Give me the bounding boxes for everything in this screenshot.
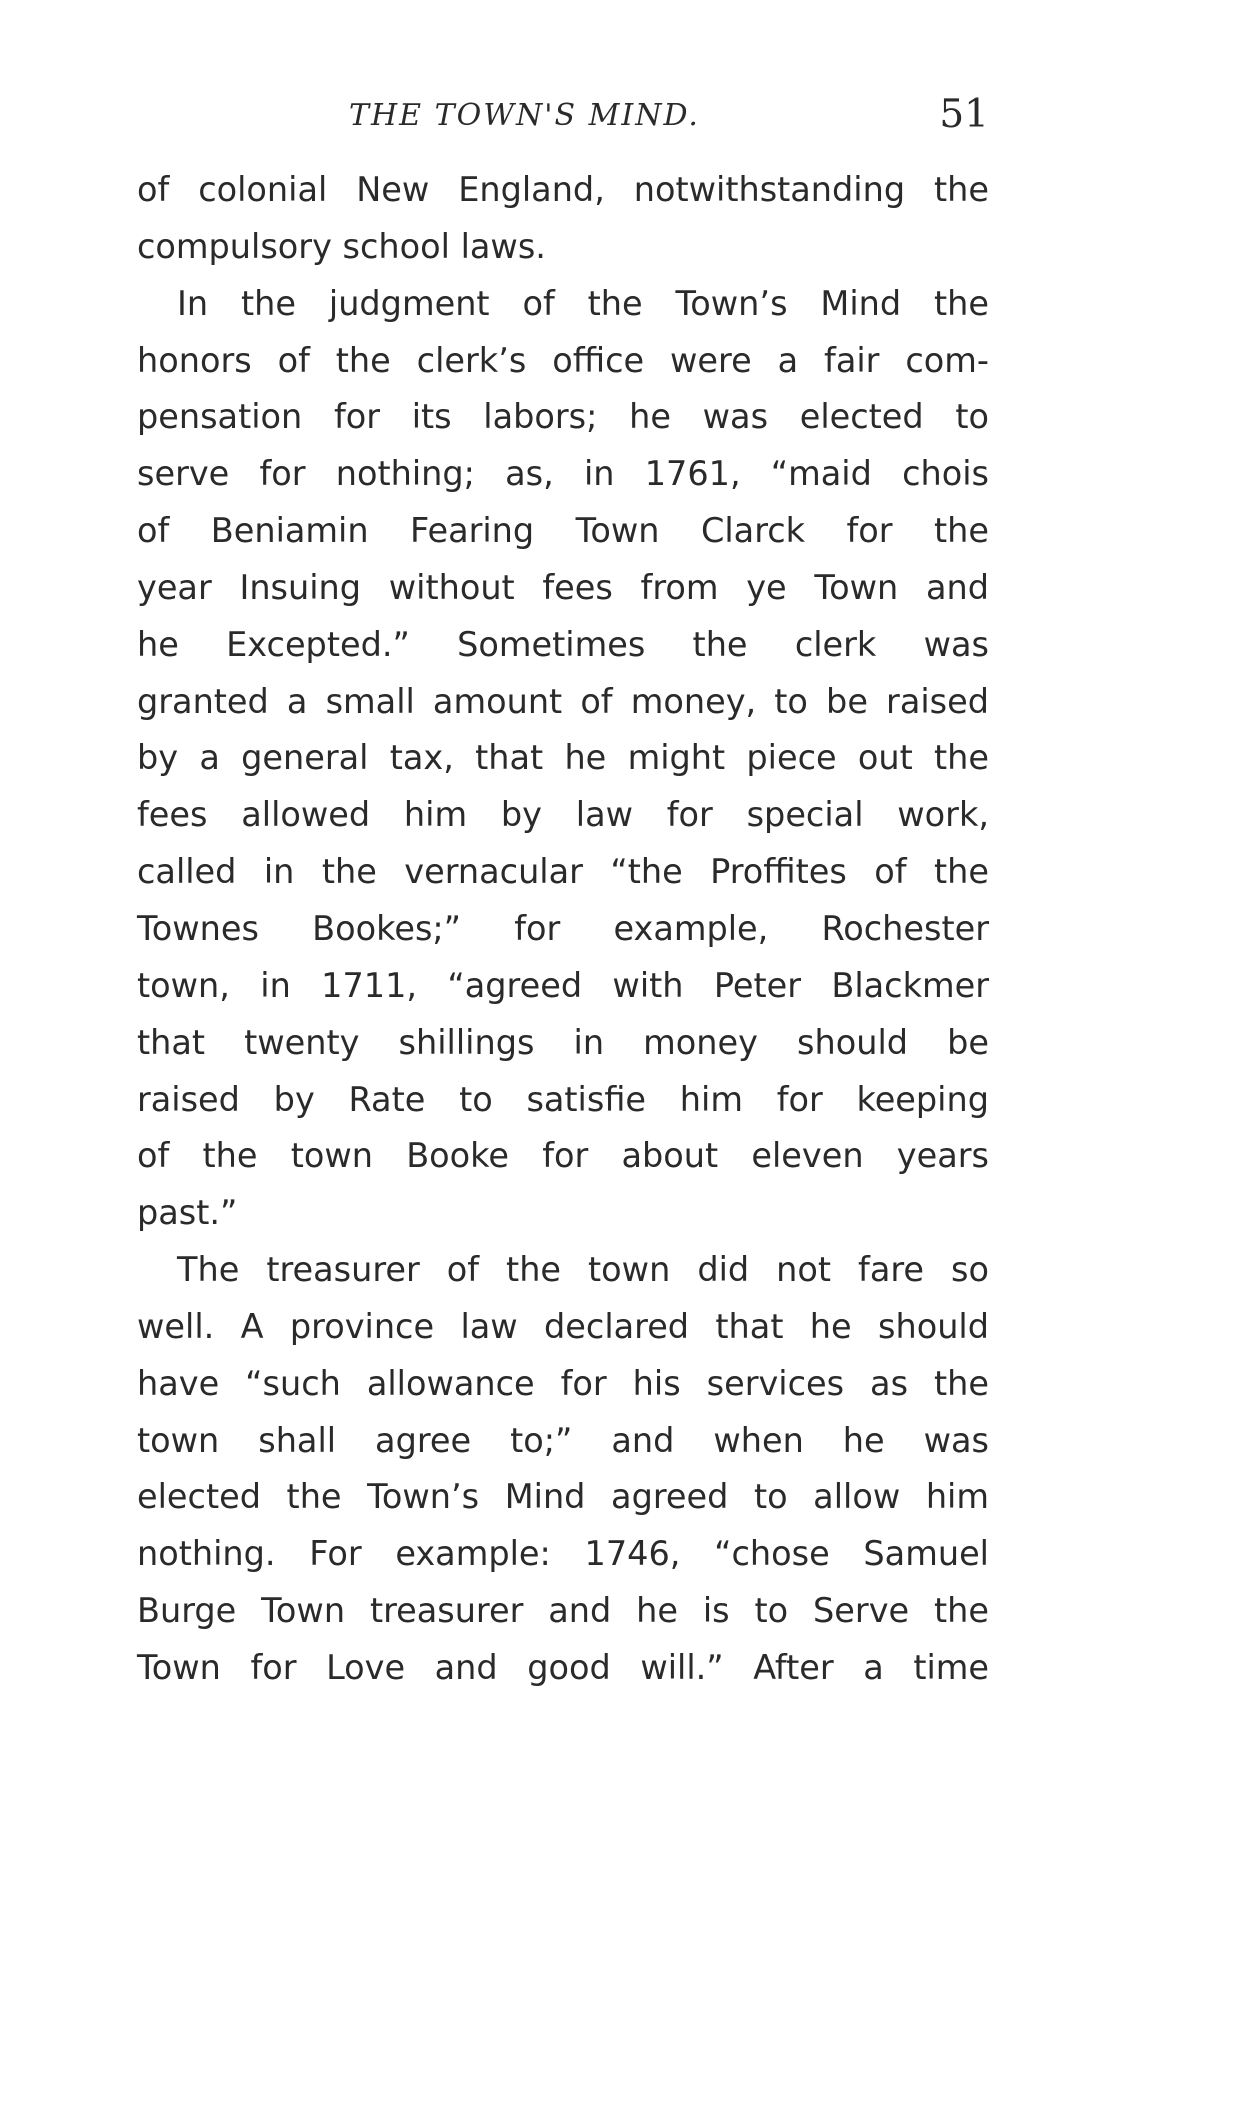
text-line: pensation for its labors; he was elected to: [137, 397, 989, 437]
text-line: The treasurer of the town did not fare so: [177, 1250, 989, 1290]
text-line: that twenty shillings in money should be: [137, 1022, 989, 1062]
text-line: town shall agree to;” and when he was: [137, 1420, 989, 1460]
text-line: Town for Love and good will.” After a time: [137, 1647, 989, 1687]
text-line: granted a small amount of money, to be raised: [137, 681, 989, 721]
text-line: nothing. For example: 1746, “chose Samuel: [137, 1534, 989, 1574]
text-line: past.”: [137, 1193, 238, 1233]
text-line: honors of the clerk’s office were a fair com-: [137, 340, 989, 380]
text-line: serve for nothing; as, in 1761, “maid chois: [137, 454, 989, 494]
running-title: THE TOWN'S MIND.: [349, 98, 700, 133]
text-line: fees allowed him by law for special work,: [137, 795, 989, 835]
text-line: well. A province law declared that he should: [137, 1306, 989, 1346]
text-line: In the judgment of the Town’s Mind the: [177, 283, 989, 323]
text-line: elected the Town’s Mind agreed to allow him: [137, 1477, 989, 1517]
text-line: of Beniamin Fearing Town Clarck for the: [137, 511, 989, 551]
text-line: town, in 1711, “agreed with Peter Blackmer: [137, 965, 989, 1005]
text-line: Burge Town treasurer and he is to Serve the: [137, 1591, 989, 1631]
running-head: [137, 92, 989, 148]
text-line: year Insuing without fees from ye Town and: [137, 567, 989, 607]
text-line: have “such allowance for his services as the: [137, 1363, 989, 1403]
page-number: 51: [939, 92, 989, 137]
text-line: called in the vernacular “the Proffites of the: [137, 852, 989, 892]
text-line: Townes Bookes;” for example, Rochester: [137, 908, 989, 948]
text-line: compulsory school laws.: [137, 226, 546, 266]
body-text: [137, 162, 989, 1697]
text-line: he Excepted.” Sometimes the clerk was: [137, 624, 989, 664]
text-line: by a general tax, that he might piece out the: [137, 738, 989, 778]
text-line: of the town Booke for about eleven years: [137, 1136, 989, 1176]
text-line: of colonial New England, notwithstanding the: [137, 170, 989, 209]
text-line: raised by Rate to satisfie him for keeping: [137, 1079, 989, 1119]
